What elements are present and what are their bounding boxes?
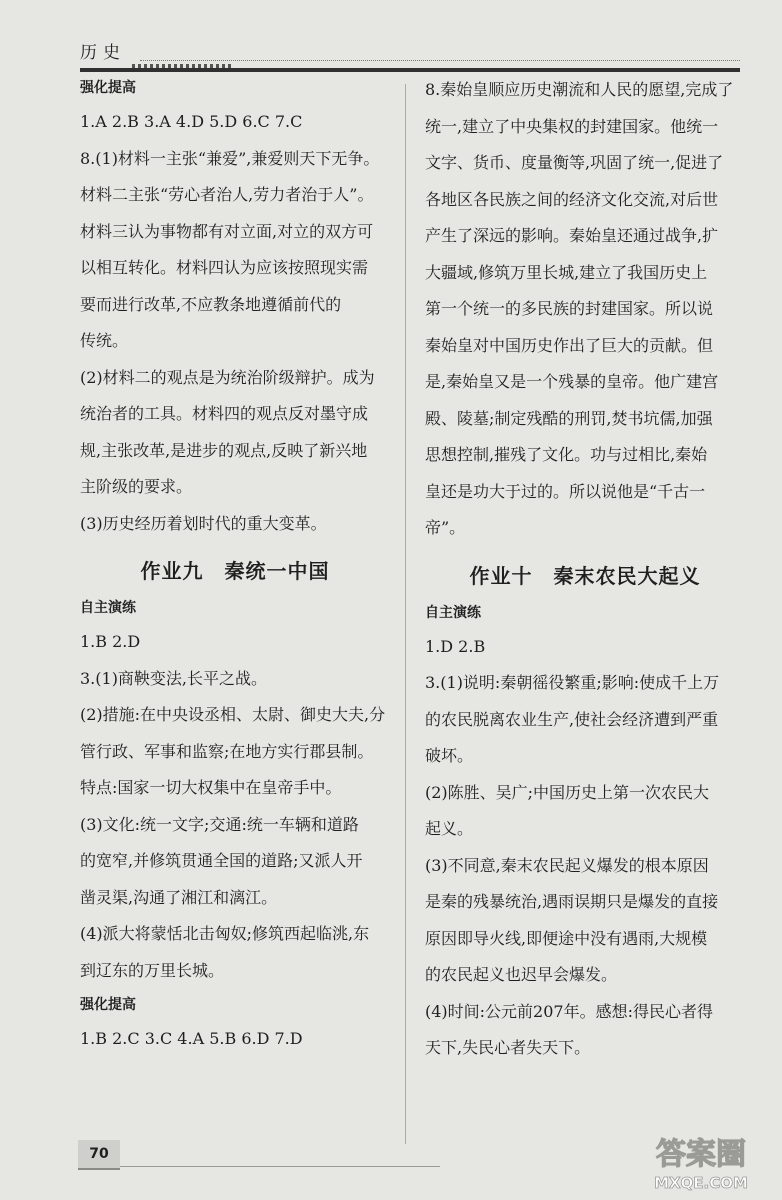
answer-line: 1.B 2.D bbox=[80, 632, 141, 651]
section-label-self-practice: 自主演练 bbox=[80, 600, 136, 616]
answer-line: (3)不同意,秦末农民起义爆发的根本原因 bbox=[425, 855, 709, 875]
header-dotted-rule bbox=[140, 60, 740, 61]
watermark-icon bbox=[626, 1130, 776, 1194]
answer-line: 原因即导火线,即便途中没有遇雨,大规模 bbox=[425, 928, 708, 948]
left-section3-body bbox=[80, 1021, 390, 1058]
answer-line: 以相互转化。材料四认为应该按照现实需 bbox=[80, 258, 369, 277]
answer-line: 的农民脱离农业生产,使社会经济遭到严重 bbox=[425, 709, 719, 729]
answer-line: 8.秦始皇顺应历史潮流和人民的愿望,完成了 bbox=[425, 80, 734, 99]
answer-line: 产生了深远的影响。秦始皇还通过战争,扩 bbox=[425, 226, 719, 245]
answer-line: 是,秦始皇又是一个残暴的皇帝。他广建宫 bbox=[425, 372, 719, 391]
answer-line: 材料三认为事物都有对立面,对立的双方可 bbox=[80, 221, 374, 241]
answer-line: (3)历史经历着划时代的重大变革。 bbox=[80, 513, 327, 533]
answer-line: 秦始皇对中国历史作出了巨大的贡献。但 bbox=[425, 335, 714, 355]
answer-line: (4)时间:公元前207年。感想:得民心者得 bbox=[425, 1001, 713, 1021]
answer-line: 第一个统一的多民族的封建国家。所以说 bbox=[425, 299, 714, 318]
left-section2-body bbox=[80, 624, 390, 989]
section-label-strengthen: 强化提高 bbox=[80, 80, 136, 96]
answer-line: 1.D 2.B bbox=[425, 636, 486, 656]
header-title: 历史 bbox=[80, 43, 126, 63]
watermark-text-top: 答案圈 bbox=[656, 1137, 746, 1172]
watermark-logo bbox=[626, 1130, 776, 1194]
right-top-body bbox=[425, 72, 745, 547]
answer-line: 要而进行改革,不应教条地遵循前代的 bbox=[80, 294, 342, 314]
chapter-title-9: 作业九 秦统一中国 bbox=[140, 559, 330, 583]
answer-line: 1.B 2.C 3.C 4.A 5.B 6.D 7.D bbox=[80, 1029, 303, 1048]
answer-line: 到辽东的万里长城。 bbox=[80, 960, 225, 980]
answer-line: 统一,建立了中央集权的封建国家。他统一 bbox=[425, 116, 719, 136]
column-divider bbox=[405, 84, 406, 1144]
right-column bbox=[425, 72, 745, 1067]
answer-line: 3.(1)商鞅变法,长平之战。 bbox=[80, 668, 268, 688]
answer-line: 特点:国家一切大权集中在皇帝手中。 bbox=[80, 778, 342, 797]
answer-line: 是秦的残暴统治,遇雨误期只是爆发的直接 bbox=[425, 892, 719, 911]
answer-line: 3.(1)说明:秦朝徭役繁重;影响:使成千上万 bbox=[425, 673, 720, 692]
answer-line: 的宽窄,并修筑贯通全国的道路;又派人开 bbox=[80, 851, 363, 870]
answer-line: (4)派大将蒙恬北击匈奴;修筑西起临洮,东 bbox=[80, 924, 370, 943]
answer-line: 思想控制,摧残了文化。功与过相比,秦始 bbox=[425, 445, 708, 464]
answer-line: 天下,失民心者失天下。 bbox=[425, 1038, 591, 1057]
answer-line: 传统。 bbox=[80, 331, 129, 350]
answer-line: 皇还是功大于过的。所以说他是“千古一 bbox=[425, 481, 706, 501]
answer-line: 起义。 bbox=[425, 819, 474, 838]
chapter-title-10: 作业十 秦末农民大起义 bbox=[469, 563, 701, 588]
answer-line: 的农民起义也迟早会爆发。 bbox=[425, 965, 618, 984]
left-section1-body bbox=[80, 104, 390, 542]
answer-line: 管行政、军事和监察;在地方实行郡县制。 bbox=[80, 741, 374, 761]
answer-line: 殿、陵墓;制定残酷的刑罚,焚书坑儒,加强 bbox=[425, 408, 713, 428]
answer-line: 破坏。 bbox=[425, 746, 474, 765]
answer-line: (2)措施:在中央设丞相、太尉、御史大夫,分 bbox=[80, 705, 386, 724]
answer-line: 材料二主张“劳心者治人,劳力者治于人”。 bbox=[80, 185, 374, 204]
answer-line: 帝”。 bbox=[425, 518, 466, 537]
footer-rule bbox=[120, 1166, 440, 1167]
section-label-self-practice-right: 自主演练 bbox=[425, 604, 481, 621]
answer-line: (2)陈胜、吴广;中国历史上第一次农民大 bbox=[425, 782, 710, 802]
section-label-strengthen-2: 强化提高 bbox=[80, 997, 136, 1013]
answer-line: 凿灵渠,沟通了湘江和漓江。 bbox=[80, 887, 278, 907]
left-column bbox=[80, 72, 390, 1058]
answer-line: 大疆域,修筑万里长城,建立了我国历史上 bbox=[425, 262, 708, 282]
answer-line: (3)文化:统一文字;交通:统一车辆和道路 bbox=[80, 814, 359, 834]
answer-line: 各地区各民族之间的经济文化交流,对后世 bbox=[425, 189, 719, 209]
answer-line: 1.A 2.B 3.A 4.D 5.D 6.C 7.C bbox=[80, 112, 303, 131]
watermark-text-bottom: MXQE.COM bbox=[654, 1174, 748, 1192]
answer-line: 8.(1)材料一主张“兼爱”,兼爱则天下无争。 bbox=[80, 148, 380, 168]
answer-line: 规,主张改革,是进步的观点,反映了新兴地 bbox=[80, 440, 368, 460]
answer-line: (2)材料二的观点是为统治阶级辩护。成为 bbox=[80, 367, 375, 387]
page-number: 70 bbox=[78, 1140, 120, 1170]
right-section-body bbox=[425, 629, 745, 1067]
answer-line: 主阶级的要求。 bbox=[80, 477, 193, 496]
answer-line: 文字、货币、度量衡等,巩固了统一,促进了 bbox=[425, 153, 724, 172]
answer-line: 统治者的工具。材料四的观点反对墨守成 bbox=[80, 404, 369, 423]
